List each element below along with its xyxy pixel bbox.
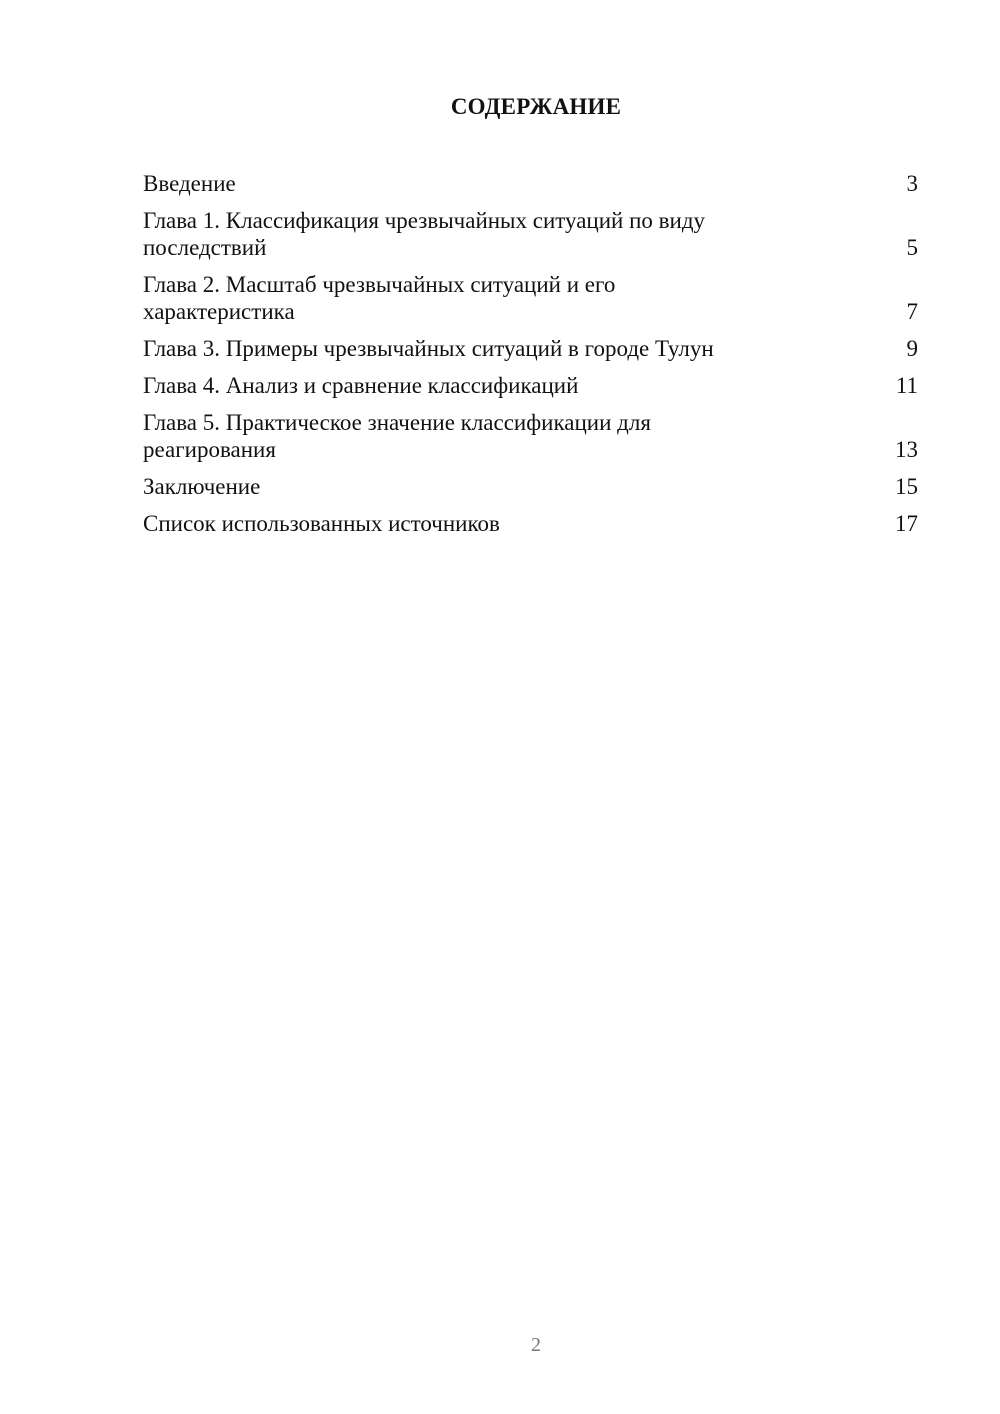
toc-entry-text: Список использованных источников	[143, 511, 500, 536]
toc-entry-text: Глава 1. Классификация чрезвычайных ситуаций по виду последствий	[143, 208, 706, 260]
toc-entry-text: Глава 2. Масштаб чрезвычайных ситуаций и его характеристика	[143, 272, 616, 324]
toc-entry-introduction	[143, 170, 918, 197]
toc-entry-page: 3	[906, 171, 918, 196]
toc-entry-text: Заключение	[143, 474, 261, 499]
toc-entry-references	[143, 510, 918, 537]
toc-entry-page: 11	[895, 373, 918, 398]
page-number: 2	[531, 1334, 541, 1356]
toc-entry-page: 5	[906, 235, 918, 260]
toc-entry-page: 15	[895, 474, 918, 499]
toc-entry-page: 7	[906, 299, 918, 324]
toc-entry-chapter-1	[143, 207, 918, 261]
page-title: СОДЕРЖАНИЕ	[450, 94, 622, 119]
toc-entry-page: 17	[895, 511, 918, 536]
toc-entry-page: 13	[895, 437, 918, 462]
table-of-contents	[143, 170, 918, 547]
toc-entry-chapter-2	[143, 271, 918, 325]
toc-entry-chapter-3	[143, 335, 918, 362]
toc-entry-text: Глава 3. Примеры чрезвычайных ситуаций в городе Тулун	[143, 336, 714, 361]
toc-entry-text: Введение	[143, 171, 236, 196]
toc-entry-page: 9	[906, 336, 918, 361]
toc-entry-chapter-5	[143, 409, 918, 463]
toc-entry-text: Глава 4. Анализ и сравнение классификаций	[143, 373, 579, 398]
toc-entry-chapter-4	[143, 372, 918, 399]
toc-entry-text: Глава 5. Практическое значение классификации для реагирования	[143, 410, 651, 462]
toc-entry-conclusion	[143, 473, 918, 500]
